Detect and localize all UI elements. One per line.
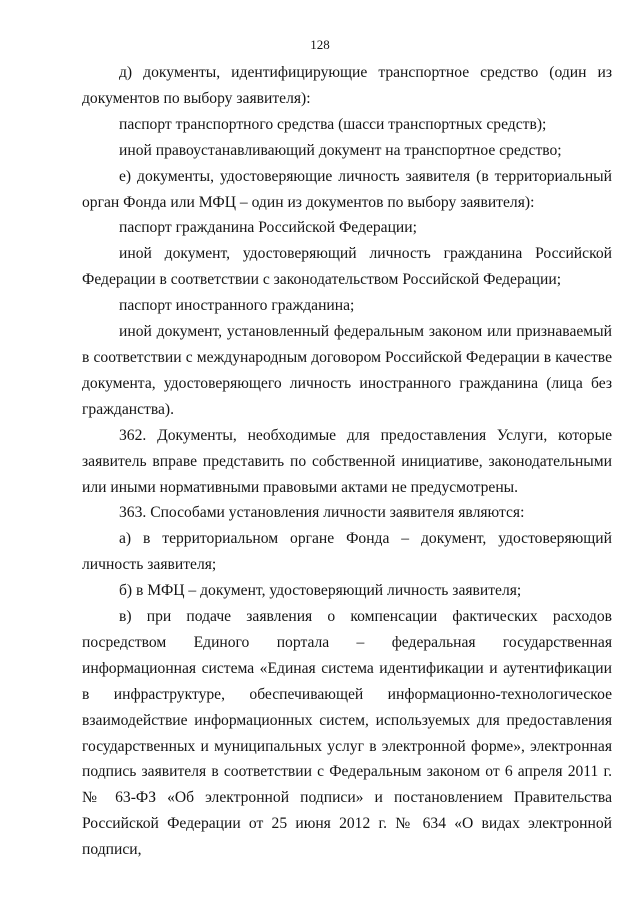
list-item-vehicle-passport: паспорт транспортного средства (шасси транспортных средств); [119, 115, 547, 133]
list-item-foreign-passport: паспорт иностранного гражданина; [119, 297, 355, 315]
paragraph-363-a: а) в территориальном органе Фонда – документ, удостоверяющий личность заявителя; [82, 530, 612, 574]
document-body [82, 60, 612, 863]
page-number: 128 [310, 37, 330, 52]
list-item-other-foreign-identity-doc: иной документ, установленный федеральным законом или признаваемый в соответствии с международным договором Российской Федерации в качестве документа, удостоверяющего личность иностранного гражданина (лица без гражданства). [82, 323, 612, 418]
paragraph-363-v: в) при подаче заявления о компенсации фактических расходов посредством Единого портала – федеральная государственная информационная система «Единая система идентификации и аутентификации в инфраструктуре, обеспечивающей информационно-технологическое взаимодействие информационных систем, используемых для предоставления государственных и муниципальных услуг в электронной форме», электронная подпись заявителя в соответствии с Федеральным законом от 6 апреля 2011 г. № 63-ФЗ «Об электронной подписи» и постановлением Правительства Российской Федерации от 25 июня 2012 г. № 634 «О видах электронной подписи, [82, 608, 612, 859]
paragraph-363-b: б) в МФЦ – документ, удостоверяющий личность заявителя; [119, 582, 522, 600]
list-item-other-rf-identity-doc: иной документ, удостоверяющий личность гражданина Российской Федерации в соответствии с законодательством Российской Федерации; [82, 245, 612, 289]
list-item-rf-passport: паспорт гражданина Российской Федерации; [119, 219, 417, 237]
paragraph-e-identity-docs: е) документы, удостоверяющие личность заявителя (в территориальный орган Фонда или МФЦ – один из документов по выбору заявителя): [82, 167, 612, 211]
list-item-other-vehicle-doc: иной правоустанавливающий документ на транспортное средство; [119, 141, 562, 159]
paragraph-362: 362. Документы, необходимые для предоставления Услуги, которые заявитель вправе представить по собственной инициативе, законодательными или иными нормативными правовыми актами не предусмотрены. [82, 426, 612, 496]
paragraph-d-vehicle-docs: д) документы, идентифицирующие транспортное средство (один из документов по выбору заявителя): [82, 64, 612, 107]
paragraph-363: 363. Способами установления личности заявителя являются: [119, 504, 525, 522]
